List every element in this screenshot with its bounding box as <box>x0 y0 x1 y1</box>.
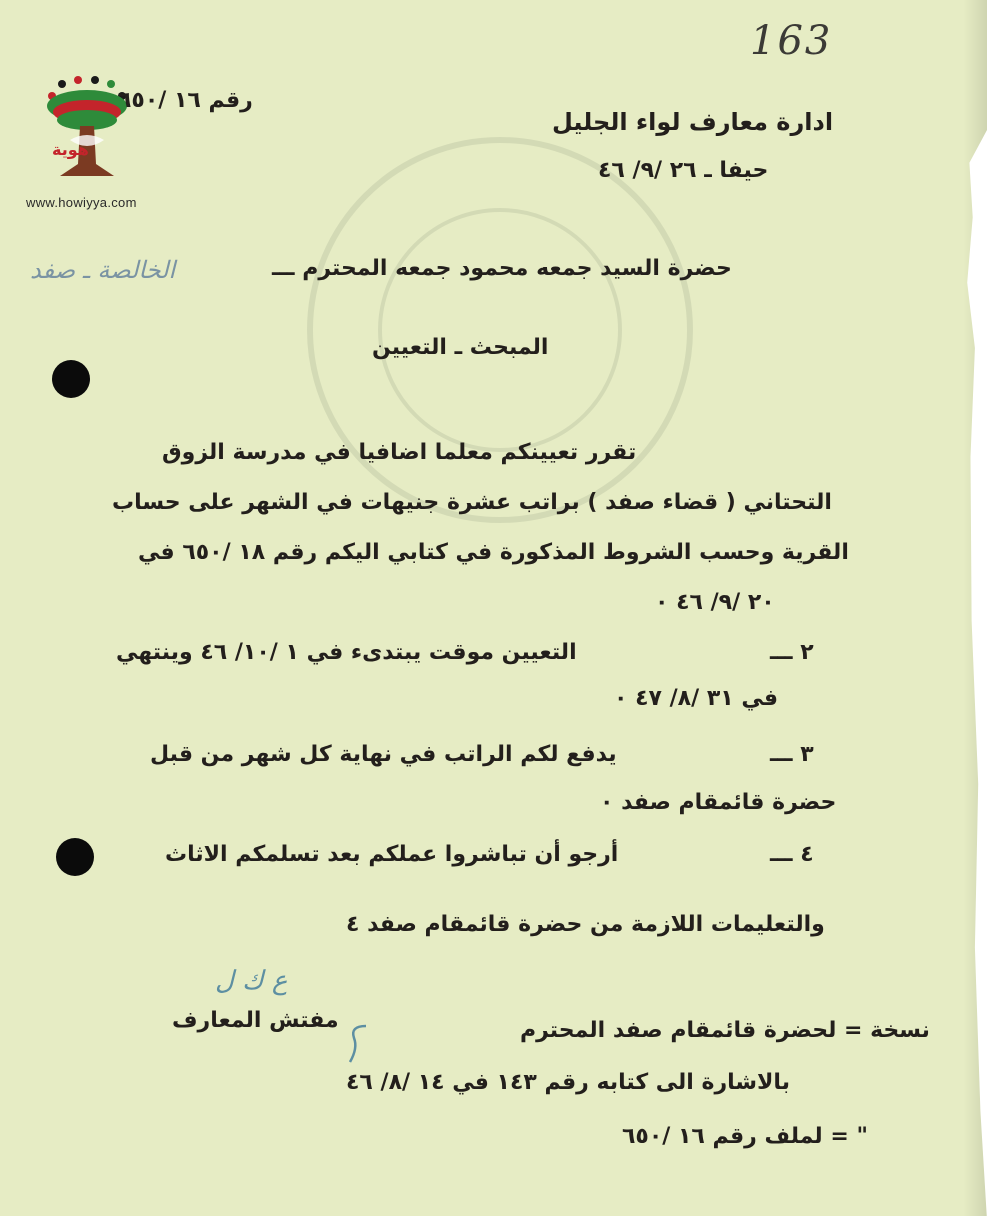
body-line-2: التحتاني ( قضاء صفد ) براتب عشرة جنيهات في الشهر على حساب <box>112 490 832 515</box>
item-4-line-1: أرجو أن تباشروا عملكم بعد تسلمكم الاثاث <box>165 842 619 867</box>
stamp-watermark <box>250 120 750 540</box>
body-line-4: ٢٠ /٩/ ٤٦ ٠ <box>655 590 775 615</box>
copy-line-3: " = لملف رقم ١٦ /٦٥٠ <box>622 1124 868 1149</box>
item-3-number: ٣ ـــ <box>770 742 814 767</box>
punch-hole-bottom <box>56 838 94 876</box>
copy-line-2: بالاشارة الى كتابه رقم ١٤٣ في ١٤ /٨/ ٤٦ <box>346 1070 790 1095</box>
item-2-line-1: التعيين موقت يبتدىء في ١ /١٠/ ٤٦ وينتهي <box>116 640 577 665</box>
signature-title: مفتش المعارف <box>172 1008 339 1033</box>
recipient-line: حضرة السيد جمعه محمود جمعه المحترم ـــ <box>272 256 732 281</box>
reference-number: رقم ١٦ /٦٥٠ <box>118 88 253 113</box>
item-2-line-2: في ٣١ /٨/ ٤٧ ٠ <box>614 686 778 711</box>
logo-url: www.howiyya.com <box>26 195 137 210</box>
signature-scribble: ع ك ل <box>215 966 288 996</box>
item-2-number: ٢ ـــ <box>770 640 814 665</box>
punch-hole-top <box>52 360 90 398</box>
copy-line-1: نسخة = لحضرة قائمقام صفد المحترم <box>520 1018 930 1043</box>
place-and-date: حيفا ـ ٢٦ /٩/ ٤٦ <box>598 158 769 183</box>
logo-wordmark: هوية <box>52 140 89 159</box>
body-line-3: القرية وحسب الشروط المذكورة في كتابي اليكم رقم ١٨ /٦٥٠ في <box>138 540 849 565</box>
item-4-line-2: والتعليمات اللازمة من حضرة قائمقام صفد ٤ <box>346 912 825 937</box>
archive-number: 163 <box>750 18 833 64</box>
item-4-number: ٤ ـــ <box>770 842 814 867</box>
item-3-line-1: يدفع لكم الراتب في نهاية كل شهر من قبل <box>150 742 617 767</box>
subject-line: المبحث ـ التعيين <box>372 335 549 360</box>
item-3-line-2: حضرة قائمقام صفد ٠ <box>600 790 837 815</box>
body-line-1: تقرر تعيينكم معلما اضافيا في مدرسة الزوق <box>162 440 637 465</box>
handwritten-location: الخالصة ـ صفد <box>30 256 176 284</box>
signature-mark <box>344 1022 372 1066</box>
department-name: ادارة معارف لواء الجليل <box>552 108 834 136</box>
